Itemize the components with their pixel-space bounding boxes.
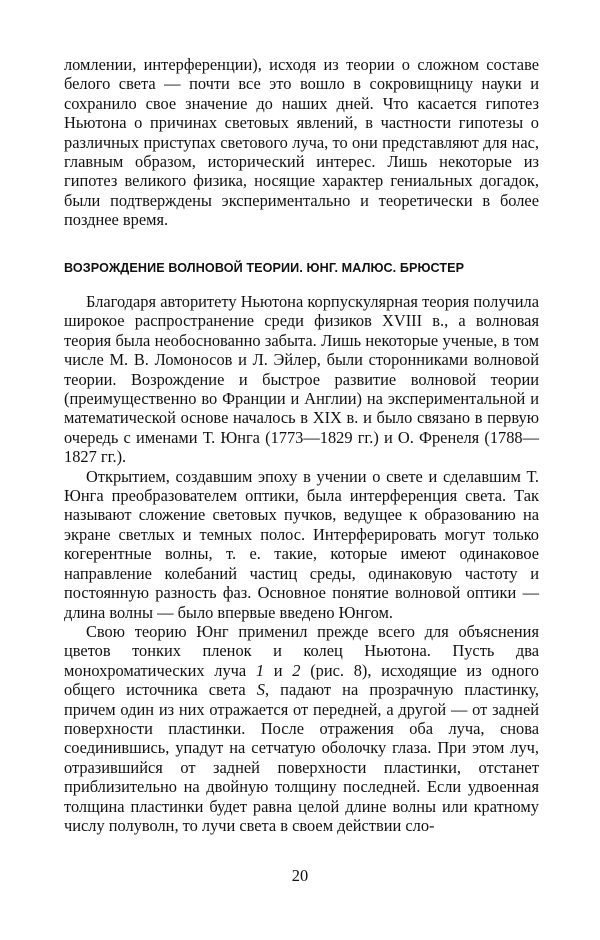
source-label: S	[256, 680, 265, 700]
page-number: 20	[291, 866, 309, 885]
intro-paragraph: ломлении, интерференции), исходя из теории о сложном составе белого света — почти все это вошло в сокровищницу науки и сохранило свое значение до наших дней. Что касается гипотез Ньютона о причинах световых явлений, в частности гипотезы о различных приступах светового луча, то они представляют для нас, главным образом, исторический интерес. Лишь некоторые из гипотез великого физика, носящие характер гениальных догадок, были подтверждены экспериментально и теоретически в более позднее время.	[64, 55, 539, 230]
paragraph-3-mid: (рис. 8), исходящие из одного общего источника света	[64, 660, 540, 700]
section-body	[64, 292, 539, 835]
section-heading: ВОЗРОЖДЕНИЕ ВОЛНОВОЙ ТЕОРИИ. ЮНГ. МАЛЮС. БРЮСТЕР	[64, 261, 465, 275]
paragraph-3-start: Свою теорию Юнг применил прежде всего для объяснения цветов тонких пленок и колец Ньютона. Пусть два монохроматических луча	[64, 621, 539, 680]
paragraph-3-end: , падают на прозрачную пластинку, причем один из них отражается от передней, а другой — от задней поверхности пластинки. После отражения оба луча, снова соединившись, упадут на сетчатую оболочку глаза. При этом луч, отразившийся от задней поверхности пластинки, отстанет приблизительно на двойную толщину последней. Если удвоенная толщина пластинки будет равна целой длине волны или кратному числу полуволн, то лучи света в своем действии сло-	[64, 680, 539, 835]
paragraph-3-and: и	[264, 660, 293, 680]
paragraph-2: Открытием, создавшим эпоху в учении о свете и сделавшим Т. Юнга преобразователем оптики, была интерференция света. Так называют сложение световых пучков, ведущее к образованию на экране светлых и темных полос. Интерферировать могут только когерентные волны, т. е. такие, которые имеют одинаковое направление колебаний частиц среды, одинаковую частоту и постоянную разность фаз. Основное понятие волновой оптики — длина волны — было впервые введено Юнгом.	[64, 466, 539, 622]
ray-1-label: 1	[255, 660, 265, 680]
paragraph-1: Благодаря авторитету Ньютона корпускулярная теория получила широкое распространение среди физиков XVIII в., а волновая теория была необоснованно забыта. Лишь некоторые ученые, в том числе М. В. Ломоносов и Л. Эйлер, были сторонниками волновой теории. Возрождение и быстрое развитие волновой теории (преимущественно во Франции и Англии) на экспериментальной и математической основе началось в XIX в. и было связано в первую очередь с именами Т. Юнга (1773—1829 гг.) и О. Френеля (1788—1827 гг.).	[64, 292, 539, 467]
ray-2-label: 2	[292, 660, 301, 680]
paragraph-3	[64, 622, 539, 835]
intro-text-block	[64, 55, 539, 230]
